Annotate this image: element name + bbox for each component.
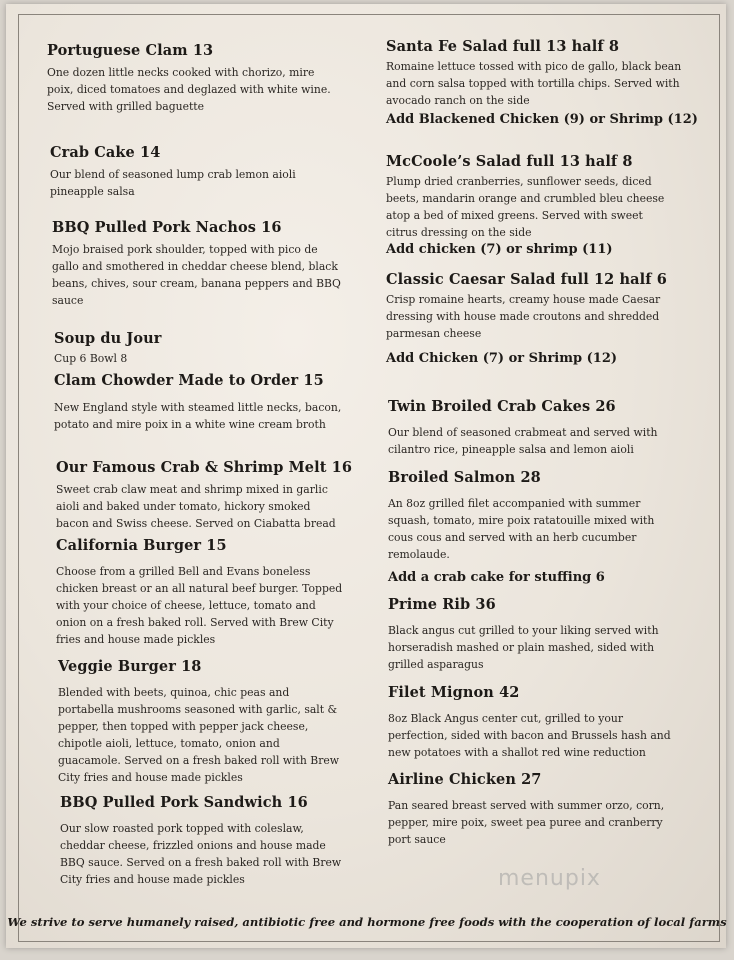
menu-item-airline-chicken	[388, 771, 678, 848]
item-title: Soup du Jour	[54, 330, 162, 347]
menu-item-crab-cake	[50, 144, 320, 200]
item-title: Broiled Salmon 28	[388, 469, 541, 486]
item-description: Crisp romaine hearts, creamy house made Caesar dressing with house made croutons and shredded parmesan cheese	[386, 293, 661, 340]
item-title: Crab Cake 14	[50, 144, 161, 161]
item-description: Our blend of seasoned crabmeat and served with cilantro rice, pineapple salsa and lemon aioli	[388, 426, 658, 456]
menu-item-california-burger	[56, 537, 346, 648]
item-title: Veggie Burger 18	[58, 658, 202, 675]
item-title: Santa Fe Salad full 13 half 8	[386, 38, 620, 55]
menu-item-portuguese-clam	[47, 42, 342, 115]
item-title: Clam Chowder Made to Order 15	[54, 372, 324, 389]
item-description: Cup 6 Bowl 8	[54, 352, 128, 365]
item-title: Classic Caesar Salad full 12 half 6	[386, 271, 667, 288]
item-description: Pan seared breast served with summer orzo, corn, pepper, mire poix, sweet pea puree and cranberry port sauce	[388, 799, 665, 846]
item-description: 8oz Black Angus center cut, grilled to your perfection, sided with bacon and Brussels hash and new potatoes with a shallot red wine reduction	[388, 712, 671, 759]
item-description: Mojo braised pork shoulder, topped with pico de gallo and smothered in cheddar cheese blend, black beans, chives, sour cream, banana peppers and BBQ sauce	[52, 243, 341, 307]
item-title: Prime Rib 36	[388, 596, 496, 613]
item-description: Romaine lettuce tossed with pico de gallo, black bean and corn salsa topped with tortilla chips. Served with avocado ranch on the side	[386, 60, 682, 107]
menu-item-bbq-pork-sandwich	[60, 794, 345, 888]
item-addon: Add a crab cake for stuffing 6	[388, 570, 605, 585]
item-title: California Burger 15	[56, 537, 227, 554]
menupix-watermark: menupix	[498, 866, 601, 891]
item-description: An 8oz grilled filet accompanied with summer squash, tomato, mire poix ratatouille mixed with cous cous and served with an herb cucumber remolaude.	[388, 497, 655, 561]
item-description: Blended with beets, quinoa, chic peas and portabella mushrooms seasoned with garlic, salt & pepper, then topped with pepper jack cheese, chipotle aioli, lettuce, tomato, onion and guacamole. Served on a fresh baked roll with Brew City fries and house made pickles	[58, 686, 340, 784]
item-title: Portuguese Clam 13	[47, 42, 214, 59]
item-addon: Add Blackened Chicken (9) or Shrimp (12)	[386, 112, 698, 127]
menu-item-mccooles-salad	[386, 153, 676, 259]
menu-item-veggie-burger	[58, 658, 343, 786]
menu-item-clam-chowder	[54, 372, 344, 433]
menu-item-santa-fe-salad	[386, 38, 698, 129]
item-description: Choose from a grilled Bell and Evans boneless chicken breast or an all natural beef burger. Topped with your choice of cheese, lettuce, tomato and onion on a fresh baked roll. Served with Brew City fries and house made pickles	[56, 565, 343, 646]
item-title: McCoole’s Salad full 13 half 8	[386, 153, 633, 170]
item-description: Plump dried cranberries, sunflower seeds, diced beets, mandarin orange and crumbled bleu cheese atop a bed of mixed greens. Served with sweet citrus dressing on the side	[386, 175, 665, 239]
menu-item-twin-crab-cakes	[388, 398, 678, 458]
item-title: BBQ Pulled Pork Sandwich 16	[60, 794, 308, 811]
menu-item-prime-rib	[388, 596, 678, 673]
menu-item-caesar-salad	[386, 271, 686, 368]
item-title: Filet Mignon 42	[388, 684, 520, 701]
item-description: Sweet crab claw meat and shrimp mixed in garlic aioli and baked under tomato, hickory smoked bacon and Swiss cheese. Served on Ciabatta bread	[56, 483, 336, 530]
item-description: Our blend of seasoned lump crab lemon aioli pineapple salsa	[50, 168, 296, 198]
menu-item-filet-mignon	[388, 684, 678, 761]
item-description: One dozen little necks cooked with chorizo, mire poix, diced tomatoes and deglazed with white wine. Served with grilled baguette	[47, 66, 331, 113]
menu-item-bbq-nachos	[52, 219, 342, 309]
item-title: Our Famous Crab & Shrimp Melt 16	[56, 459, 353, 476]
menu-item-soup-du-jour	[54, 330, 324, 367]
item-title: BBQ Pulled Pork Nachos 16	[52, 219, 282, 236]
menu-item-broiled-salmon	[388, 469, 678, 587]
item-description: Black angus cut grilled to your liking served with horseradish mashed or plain mashed, sided with grilled asparagus	[388, 624, 659, 671]
item-title: Airline Chicken 27	[388, 771, 542, 788]
item-addon: Add chicken (7) or shrimp (11)	[386, 242, 613, 257]
item-title: Twin Broiled Crab Cakes 26	[388, 398, 616, 415]
footer-note: We strive to serve humanely raised, antibiotic free and hormone free foods with the cooperation of local farms	[7, 915, 727, 929]
item-addon: Add Chicken (7) or Shrimp (12)	[386, 351, 618, 366]
item-description: New England style with steamed little necks, bacon, potato and mire poix in a white wine cream broth	[54, 401, 342, 431]
menu-item-crab-shrimp-melt	[56, 459, 353, 532]
item-description: Our slow roasted pork topped with coleslaw, cheddar cheese, frizzled onions and house made BBQ sauce. Served on a fresh baked roll with Brew City fries and house made pickles	[60, 822, 342, 886]
